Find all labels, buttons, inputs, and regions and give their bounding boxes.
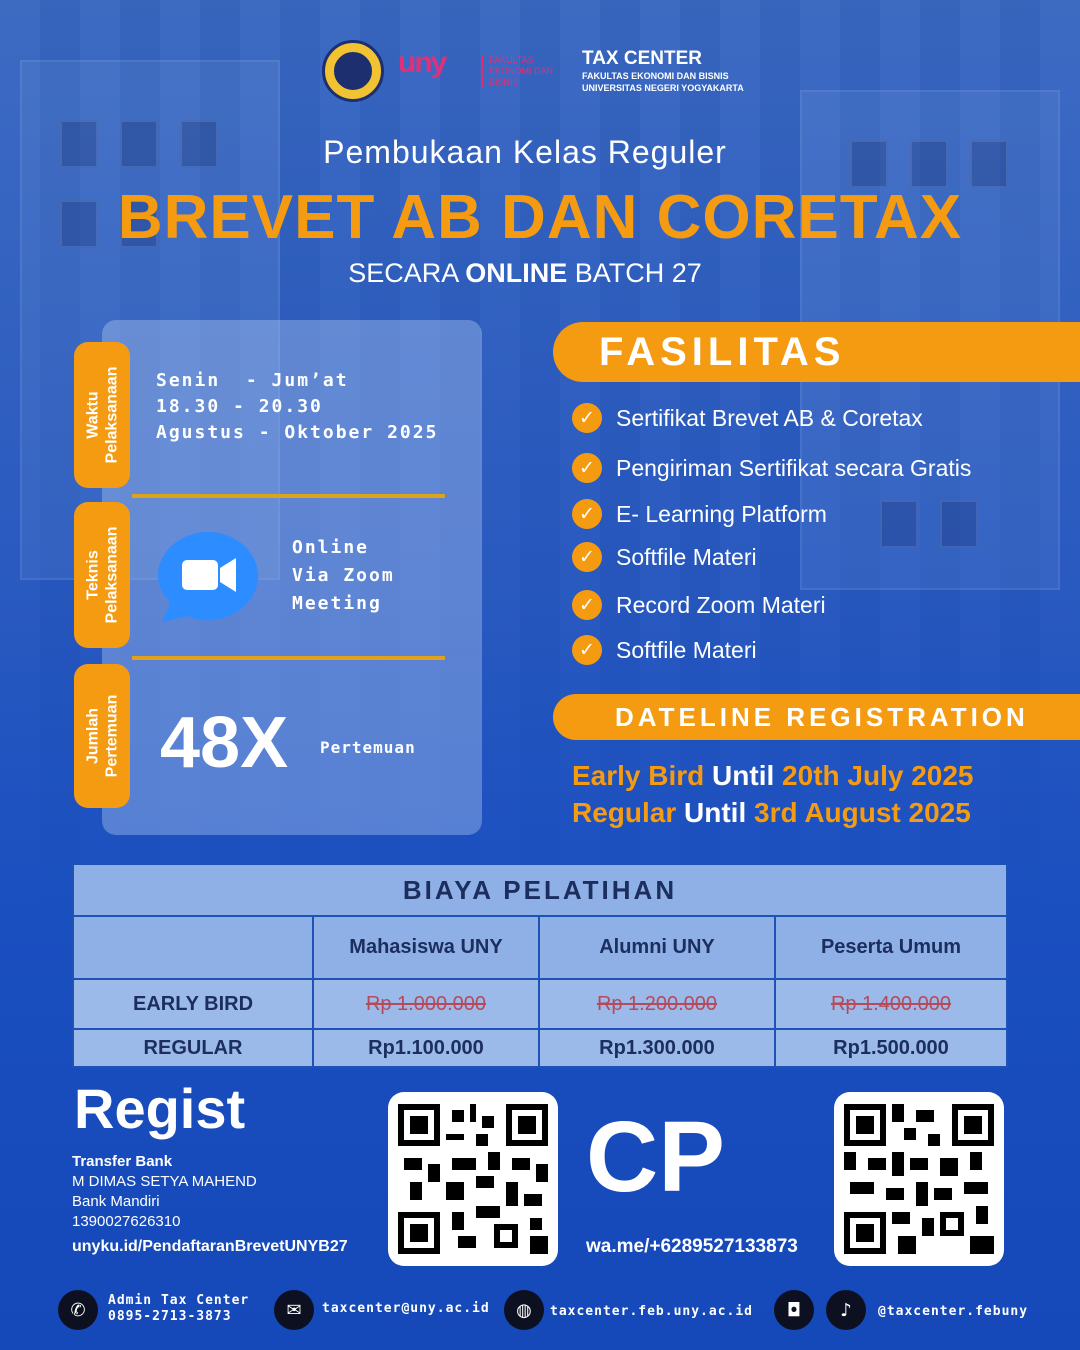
tax-center-line2: UNIVERSITAS NEGERI YOGYAKARTA <box>582 83 744 93</box>
pricing-empty-cell <box>73 916 313 979</box>
price-strikethrough: Rp 1.000.000 <box>365 992 487 1015</box>
facility-item <box>572 499 827 529</box>
hero-title: BREVET AB DAN CORETAX <box>117 183 963 252</box>
footer-social[interactable]: @taxcenter.febuny <box>878 1304 1029 1319</box>
mode-line-1: Online <box>292 537 370 558</box>
facility-item <box>572 542 757 572</box>
divider <box>132 656 445 660</box>
schedule-time-block <box>156 368 438 446</box>
uny-logo <box>398 46 468 96</box>
check-icon: ✓ <box>572 453 602 483</box>
pricing-columns-row <box>73 916 1007 979</box>
pricing-column-header: Peserta Umum <box>775 916 1007 979</box>
schedule-months: Agustus - Oktober 2025 <box>156 422 439 443</box>
price-strikethrough: Rp 1.400.000 <box>830 992 952 1015</box>
check-icon: ✓ <box>572 499 602 529</box>
deadline-title: DATELINE REGISTRATION <box>553 694 1080 740</box>
pricing-cell <box>775 979 1007 1029</box>
contact-qr-code[interactable] <box>834 1092 1004 1266</box>
register-link[interactable]: unyku.id/PendaftaranBrevetUNYB27 <box>72 1238 348 1255</box>
tiktok-icon[interactable]: ♪ <box>826 1290 866 1330</box>
footer-website[interactable]: taxcenter.feb.uny.ac.id <box>550 1304 754 1319</box>
deadline-regular <box>572 797 971 829</box>
admin-contact[interactable] <box>108 1293 249 1325</box>
pricing-column-header: Mahasiswa UNY <box>313 916 539 979</box>
bank-name: Bank Mandiri <box>72 1193 160 1210</box>
instagram-icon[interactable]: ◘ <box>774 1290 814 1330</box>
pricing-table <box>72 863 1008 1068</box>
account-name: M DIMAS SETYA MAHEND <box>72 1173 257 1190</box>
check-icon: ✓ <box>572 590 602 620</box>
deadline-early-until: Until <box>704 760 783 791</box>
register-title: Regist <box>74 1077 246 1140</box>
tab-waktu-label: Waktu Pelaksanaan <box>84 366 121 464</box>
footer-email[interactable]: taxcenter@uny.ac.id <box>322 1301 490 1316</box>
tab-jumlah-pertemuan <box>74 664 130 808</box>
uny-logo-subtext: FAKULTAS EKONOMI DAN BISNIS <box>482 55 556 88</box>
deadline-early-bird <box>572 760 974 792</box>
pricing-regular-row <box>73 1029 1007 1067</box>
admin-phone: 0895-2713-3873 <box>108 1309 232 1324</box>
schedule-days: Senin - Jum’at <box>156 370 349 391</box>
transfer-label: Transfer Bank <box>72 1153 173 1170</box>
globe-icon: ◍ <box>504 1290 544 1330</box>
phone-icon: ✆ <box>58 1290 98 1330</box>
facility-label: E- Learning Platform <box>616 500 827 527</box>
hero-subline <box>0 258 1050 289</box>
pricing-header-row <box>73 864 1007 916</box>
pricing-early-row <box>73 979 1007 1029</box>
pricing-cell: Rp1.500.000 <box>775 1029 1007 1067</box>
background-window <box>940 500 978 548</box>
university-seal-icon <box>322 40 384 102</box>
pricing-row-label: REGULAR <box>73 1029 313 1067</box>
deadline-regular-date: 3rd August 2025 <box>754 797 971 828</box>
hero-subline-pre: SECARA <box>348 258 466 288</box>
qr-code-icon <box>844 1102 994 1256</box>
zoom-icon <box>156 528 260 624</box>
price-strikethrough: Rp 1.200.000 <box>596 992 718 1015</box>
pricing-cell: Rp1.300.000 <box>539 1029 775 1067</box>
tax-center-line1: FAKULTAS EKONOMI DAN BISNIS <box>582 71 729 81</box>
facility-item <box>572 590 826 620</box>
meeting-count-label: Pertemuan <box>320 738 416 757</box>
mode-block <box>292 534 395 618</box>
tax-center-title: TAX CENTER <box>582 48 702 69</box>
register-qr-code[interactable] <box>388 1092 558 1266</box>
hero-subline-bold: ONLINE <box>465 258 568 288</box>
facility-item <box>572 635 757 665</box>
tab-waktu-pelaksanaan <box>74 342 130 488</box>
meeting-count: 48X <box>160 703 289 783</box>
deadline-early-label: Early Bird <box>572 760 705 791</box>
contact-title: CP <box>586 1101 725 1213</box>
facilities-title: FASILITAS <box>553 322 1080 382</box>
bank-info <box>72 1152 257 1232</box>
check-icon: ✓ <box>572 635 602 665</box>
facility-label: Pengiriman Sertifikat secara Gratis <box>616 454 972 481</box>
mode-line-3: Meeting <box>292 593 382 614</box>
deadline-regular-label: Regular <box>572 797 677 828</box>
facility-item <box>572 403 923 433</box>
tab-jumlah-label: Jumlah Pertemuan <box>84 694 121 778</box>
account-number: 1390027626310 <box>72 1213 181 1230</box>
hero-subtitle: Pembukaan Kelas Reguler <box>323 134 727 170</box>
pricing-cell: Rp1.100.000 <box>313 1029 539 1067</box>
tab-teknis-label: Teknis Pelaksanaan <box>84 526 121 624</box>
facility-item <box>572 453 971 483</box>
background-window <box>880 500 918 548</box>
pricing-row-label: EARLY BIRD <box>73 979 313 1029</box>
facility-label: Softfile Materi <box>616 636 757 663</box>
hero-subline-post: BATCH 27 <box>567 258 702 288</box>
tax-center-block <box>582 48 744 94</box>
contact-link[interactable]: wa.me/+6289527133873 <box>586 1236 798 1257</box>
facility-label: Sertifikat Brevet AB & Coretax <box>616 404 923 431</box>
check-icon: ✓ <box>572 403 602 433</box>
mail-icon: ✉ <box>274 1290 314 1330</box>
pricing-title: BIAYA PELATIHAN <box>73 864 1007 916</box>
mode-line-2: Via Zoom <box>292 565 395 586</box>
deadline-regular-until: Until <box>676 797 755 828</box>
schedule-time: 18.30 - 20.30 <box>156 396 323 417</box>
pricing-cell <box>539 979 775 1029</box>
qr-code-icon <box>398 1102 548 1256</box>
admin-label: Admin Tax Center <box>108 1293 250 1308</box>
header-logos <box>322 40 744 102</box>
facility-label: Softfile Materi <box>616 543 757 570</box>
facility-label: Record Zoom Materi <box>616 591 826 618</box>
pricing-cell <box>313 979 539 1029</box>
check-icon: ✓ <box>572 542 602 572</box>
tab-teknis-pelaksanaan <box>74 502 130 648</box>
uny-logo-text: uny <box>398 46 446 79</box>
divider <box>132 494 445 498</box>
deadline-early-date: 20th July 2025 <box>782 760 974 791</box>
pricing-column-header: Alumni UNY <box>539 916 775 979</box>
